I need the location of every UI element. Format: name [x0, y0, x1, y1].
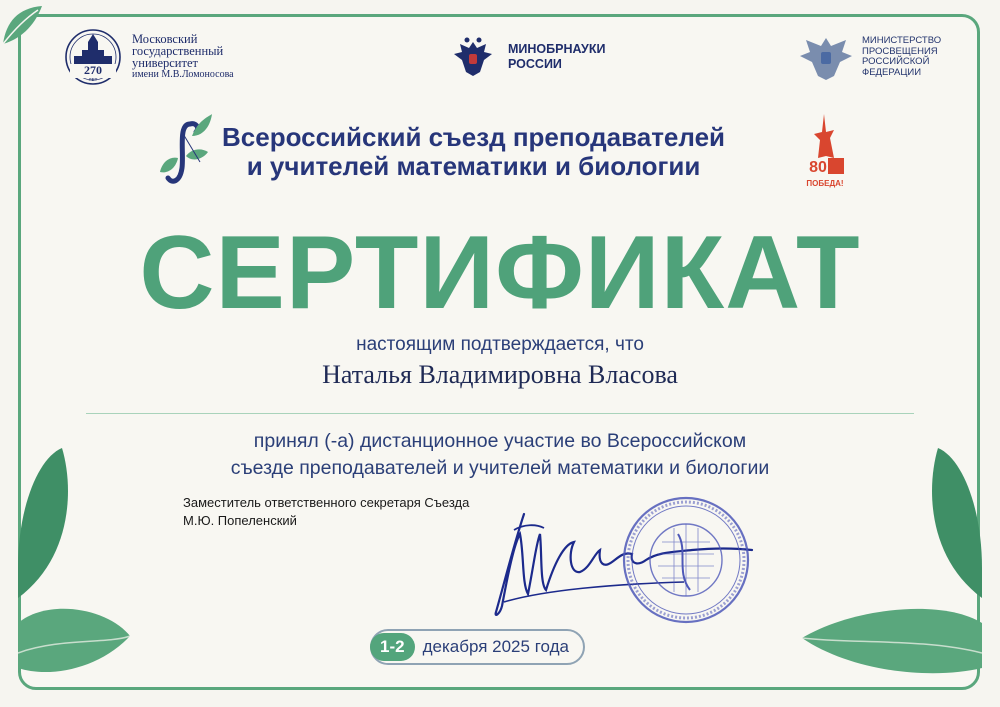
left-leaves-icon — [18, 448, 138, 692]
msu-line2: государственный — [132, 44, 224, 58]
minpros-line1: МИНИСТЕРСТВО — [862, 35, 942, 46]
corner-leaf-icon — [0, 0, 50, 48]
event-days: 1-2 — [370, 633, 415, 661]
minobr-line1: МИНОБРНАУКИ — [508, 42, 606, 56]
minpros-line3: РОССИЙСКОЙ — [862, 56, 930, 67]
minobrnauki-logo — [450, 34, 605, 80]
msu-line1: Московский — [132, 32, 198, 46]
victory-number: 80 — [809, 159, 827, 176]
anniversary-number: 270 — [84, 63, 102, 77]
minpros-line2: ПРОСВЕЩЕНИЯ — [862, 45, 938, 57]
eagle-emblem-icon — [798, 32, 854, 82]
minobr-line2: РОССИИ — [508, 57, 562, 71]
msu-line3: университет — [132, 56, 198, 70]
msu-logo — [64, 28, 234, 86]
double-eagle-icon — [450, 34, 496, 80]
integral-leaf-icon — [156, 112, 214, 192]
msu-emblem-icon — [64, 28, 122, 86]
certificate-title: СЕРТИФИКАТ — [139, 215, 861, 331]
victory-label: ПОБЕДА! — [806, 179, 844, 188]
msu-line4: имени М.В.Ломоносова — [132, 69, 234, 80]
signer-position: Заместитель ответственного секретаря Съезда — [183, 495, 470, 510]
congress-header — [156, 112, 725, 192]
victory-80-icon — [804, 114, 848, 192]
event-date — [370, 629, 585, 665]
recipient-name: Наталья Владимировна Власова — [322, 360, 678, 389]
minprosveshcheniya-logo — [798, 32, 941, 82]
divider — [86, 413, 914, 414]
official-stamp — [618, 494, 758, 626]
confirmation-text: настоящим подтверждается, что — [356, 334, 644, 355]
participation-line2: съезде преподавателей и учителей математики и биологии — [230, 457, 770, 479]
msu-name — [132, 33, 234, 81]
congress-title-line2: и учителей математики и биологии — [246, 151, 701, 181]
minpros-line4: ФЕДЕРАЦИИ — [862, 66, 922, 78]
signer-name: М.Ю. Попеленский — [183, 513, 297, 528]
signer-block — [183, 494, 469, 530]
participation-line1: принял (-а) дистанционное участие во Всероссийском — [253, 430, 747, 452]
anniversary-sub: ЛЕТ — [88, 77, 98, 82]
event-month-year: декабря 2025 года — [422, 637, 569, 656]
congress-title-line1: Всероссийский съезд преподавателей — [222, 122, 726, 152]
right-leaves-icon — [792, 448, 982, 692]
